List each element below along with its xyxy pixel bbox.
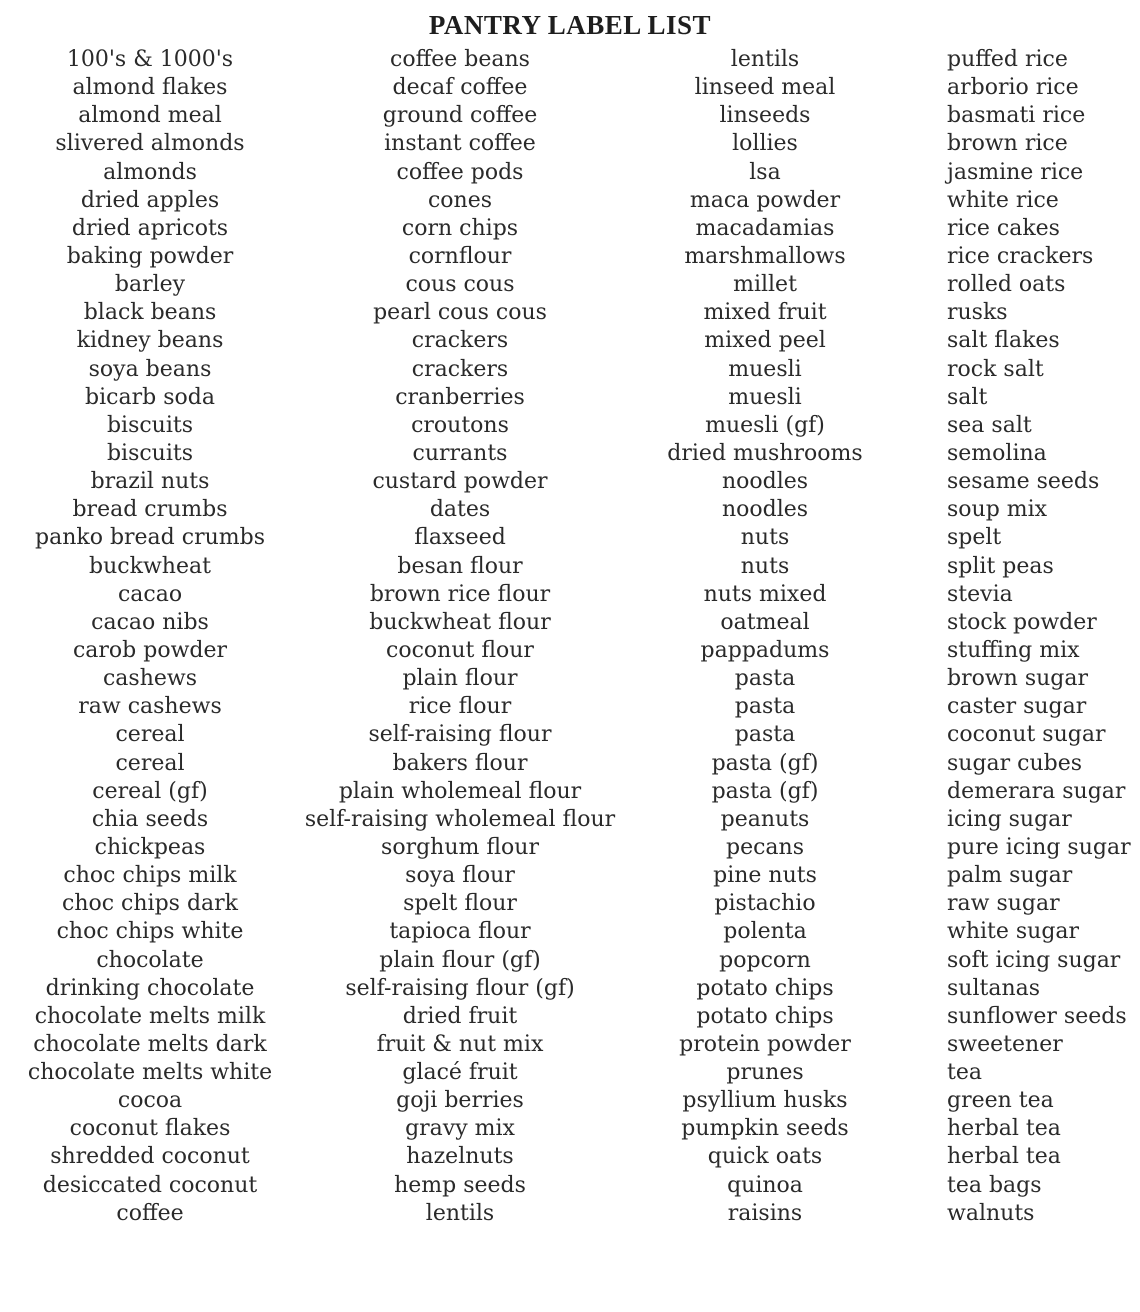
pantry-item: cous cous (405, 272, 515, 298)
pantry-item: pearl cous cous (373, 300, 547, 326)
pantry-item: decaf coffee (392, 75, 528, 101)
pantry-item: mixed peel (704, 328, 826, 354)
pantry-item: panko bread crumbs (35, 525, 265, 551)
pantry-item: sea salt (947, 412, 1032, 438)
pantry-item: nuts (740, 553, 790, 579)
pantry-item: slivered almonds (55, 131, 245, 157)
pantry-item: pasta (734, 666, 796, 692)
pantry-item: soya flour (405, 863, 515, 889)
pantry-item: choc chips milk (63, 863, 237, 889)
pantry-item: shredded coconut (50, 1144, 250, 1170)
pantry-item: flaxseed (414, 525, 506, 551)
pantry-item: muesli (gf) (705, 412, 825, 438)
pantry-item: quick oats (707, 1144, 823, 1170)
pantry-item: jasmine rice (947, 159, 1084, 185)
pantry-item: protein powder (679, 1031, 851, 1057)
pantry-item: puffed rice (947, 47, 1068, 72)
pantry-item: basmati rice (947, 103, 1086, 129)
pantry-item: pecans (726, 834, 804, 860)
pantry-item: coffee pods (396, 159, 524, 185)
pantry-item: soft icing sugar (947, 947, 1121, 973)
pantry-item: tea bags (947, 1172, 1042, 1198)
pantry-item: biscuits (106, 412, 194, 438)
pantry-item: white rice (947, 187, 1059, 213)
pantry-item: cranberries (395, 384, 525, 410)
pantry-item: croutons (411, 412, 509, 438)
pantry-item: tapioca flour (389, 919, 531, 945)
pantry-item: chocolate melts milk (34, 1003, 266, 1029)
pantry-item: soya beans (88, 356, 212, 382)
pantry-item: gravy mix (405, 1116, 515, 1142)
pantry-item: dried apples (80, 187, 220, 213)
pantry-item: coconut flakes (69, 1116, 231, 1142)
page-title: PANTRY LABEL LIST (428, 10, 712, 40)
pantry-item: buckwheat (89, 553, 211, 579)
pantry-item: dried apricots (71, 215, 229, 241)
pantry-item: bread crumbs (72, 497, 228, 523)
pantry-item: lentils (730, 47, 800, 72)
pantry-item: plain flour (402, 666, 518, 692)
pantry-item: plain flour (gf) (379, 947, 541, 973)
pantry-item: quinoa (727, 1172, 803, 1198)
pantry-item: brown sugar (947, 666, 1089, 692)
pantry-item: rice cakes (947, 215, 1060, 241)
pantry-item: rusks (947, 300, 1008, 326)
pantry-item: arborio rice (947, 75, 1079, 101)
pantry-item: raisins (727, 1200, 803, 1226)
pantry-item: cocoa (117, 1088, 183, 1114)
pantry-item: coconut sugar (947, 722, 1106, 748)
pantry-item: cacao (117, 581, 183, 607)
pantry-item: cashews (102, 666, 198, 692)
pantry-item: pure icing sugar (947, 834, 1131, 860)
pantry-item: hazelnuts (406, 1144, 514, 1170)
pantry-item: fruit & nut mix (376, 1031, 544, 1057)
pantry-item: cacao nibs (91, 609, 209, 635)
pantry-item: lsa (749, 159, 781, 185)
pantry-item: lentils (425, 1200, 495, 1226)
pantry-item: carob powder (72, 637, 228, 663)
pantry-item: salt (947, 384, 988, 410)
pantry-item: baking powder (66, 243, 234, 269)
pantry-item: sunflower seeds (947, 1003, 1127, 1029)
pantry-item: chickpeas (94, 834, 206, 860)
pantry-item: brown rice (947, 131, 1068, 157)
pantry-item: spelt (947, 525, 1002, 551)
pantry-item: buckwheat flour (369, 609, 551, 635)
pantry-item: cones (427, 187, 493, 213)
pantry-item: biscuits (106, 440, 194, 466)
pantry-item: tea (947, 1060, 982, 1086)
pantry-item: cereal (115, 750, 185, 776)
pantry-item: drinking chocolate (45, 975, 255, 1001)
pantry-item: almond flakes (72, 75, 228, 101)
pantry-item: green tea (947, 1088, 1054, 1114)
pantry-item: pappadums (700, 637, 830, 663)
pantry-item: barley (114, 272, 186, 298)
pantry-item: pasta (734, 722, 796, 748)
pantry-item: white sugar (947, 919, 1080, 945)
pantry-item: currants (412, 440, 508, 466)
pantry-item: desiccated coconut (42, 1172, 258, 1198)
pantry-item: spelt flour (403, 891, 517, 917)
label-column-2 (295, 46, 625, 1228)
pantry-item: coffee beans (390, 47, 530, 72)
pantry-item: stuffing mix (947, 637, 1080, 663)
pantry-item: self-raising flour (368, 722, 552, 748)
pantry-item: black beans (83, 300, 217, 326)
pantry-item: polenta (723, 919, 807, 945)
pantry-item: linseeds (719, 103, 811, 129)
pantry-item: 100's & 1000's (66, 47, 234, 72)
pantry-item: hemp seeds (394, 1172, 526, 1198)
pantry-item: plain wholemeal flour (338, 778, 582, 804)
pantry-item: psyllium husks (682, 1088, 848, 1114)
pantry-item: walnuts (947, 1200, 1035, 1226)
pantry-item: self-raising wholemeal flour (304, 806, 616, 832)
pantry-item: kidney beans (76, 328, 224, 354)
pantry-item: glacé fruit (402, 1060, 518, 1086)
pantry-item: semolina (947, 440, 1047, 466)
pantry-item: nuts mixed (703, 581, 827, 607)
pantry-item: caster sugar (947, 694, 1087, 720)
label-column-4 (935, 46, 1140, 1228)
pantry-item: sugar cubes (947, 750, 1083, 776)
pantry-item: almond meal (78, 103, 222, 129)
pantry-item: stevia (947, 581, 1013, 607)
pantry-item: goji berries (396, 1088, 524, 1114)
pantry-item: split peas (947, 553, 1054, 579)
pantry-item: maca powder (689, 187, 841, 213)
pantry-item: sesame seeds (947, 469, 1100, 495)
pantry-item: oatmeal (720, 609, 810, 635)
pantry-item: raw cashews (78, 694, 222, 720)
pantry-item: demerara sugar (947, 778, 1126, 804)
pantry-item: cereal (115, 722, 185, 748)
pantry-item: instant coffee (384, 131, 536, 157)
pantry-item: rolled oats (947, 272, 1066, 298)
pantry-item: cornflour (408, 243, 512, 269)
pantry-item: mixed fruit (703, 300, 827, 326)
pantry-item: choc chips white (56, 919, 244, 945)
pantry-item: cereal (gf) (92, 778, 208, 804)
pantry-item: millet (733, 272, 797, 298)
pantry-item: herbal tea (947, 1116, 1061, 1142)
pantry-item: muesli (728, 384, 802, 410)
pantry-item: stock powder (947, 609, 1097, 635)
pantry-item: noodles (721, 497, 809, 523)
pantry-item: pumpkin seeds (681, 1116, 849, 1142)
pantry-item: ground coffee (382, 103, 538, 129)
pantry-item: salt flakes (947, 328, 1060, 354)
pantry-item: self-raising flour (gf) (345, 975, 575, 1001)
pantry-item: pine nuts (713, 863, 817, 889)
pantry-item: peanuts (720, 806, 810, 832)
pantry-item: coconut flour (386, 637, 534, 663)
pantry-item: besan flour (397, 553, 523, 579)
pantry-item: raw sugar (947, 891, 1060, 917)
pantry-item: dried mushrooms (667, 440, 863, 466)
pantry-item: pistachio (714, 891, 816, 917)
pantry-item: sorghum flour (381, 834, 539, 860)
pantry-item: chocolate melts white (27, 1060, 273, 1086)
pantry-item: pasta (gf) (711, 778, 819, 804)
pantry-item: rice crackers (947, 243, 1094, 269)
pantry-item: icing sugar (947, 806, 1072, 832)
label-column-3 (640, 46, 890, 1228)
pantry-item: pasta (734, 694, 796, 720)
pantry-item: lollies (732, 131, 798, 157)
pantry-item: muesli (728, 356, 802, 382)
pantry-item: popcorn (719, 947, 811, 973)
pantry-item: nuts (740, 525, 790, 551)
pantry-item: dried fruit (402, 1003, 518, 1029)
pantry-item: bicarb soda (85, 384, 215, 410)
pantry-item: pasta (gf) (711, 750, 819, 776)
pantry-item: rock salt (947, 356, 1044, 382)
pantry-item: palm sugar (947, 863, 1073, 889)
pantry-item: chia seeds (91, 806, 209, 832)
pantry-item: bakers flour (392, 750, 528, 776)
pantry-item: crackers (411, 328, 509, 354)
pantry-item: sweetener (947, 1031, 1063, 1057)
pantry-item: rice flour (408, 694, 512, 720)
pantry-item: custard powder (372, 469, 548, 495)
pantry-item: linseed meal (694, 75, 836, 101)
pantry-item: potato chips (696, 975, 834, 1001)
pantry-item: sultanas (947, 975, 1041, 1001)
pantry-item: noodles (721, 469, 809, 495)
pantry-item: chocolate melts dark (33, 1031, 267, 1057)
pantry-item: brazil nuts (90, 469, 210, 495)
pantry-item: crackers (411, 356, 509, 382)
label-column-1 (10, 46, 290, 1228)
pantry-item: chocolate (96, 947, 204, 973)
pantry-item: herbal tea (947, 1144, 1061, 1170)
pantry-item: brown rice flour (369, 581, 551, 607)
pantry-item: macadamias (695, 215, 835, 241)
pantry-item: dates (429, 497, 491, 523)
pantry-item: corn chips (401, 215, 519, 241)
pantry-item: soup mix (947, 497, 1048, 523)
pantry-item: marshmallows (684, 243, 846, 269)
pantry-item: choc chips dark (62, 891, 238, 917)
pantry-item: almonds (103, 159, 197, 185)
pantry-item: coffee (116, 1200, 184, 1226)
pantry-item: potato chips (696, 1003, 834, 1029)
pantry-item: prunes (726, 1060, 804, 1086)
